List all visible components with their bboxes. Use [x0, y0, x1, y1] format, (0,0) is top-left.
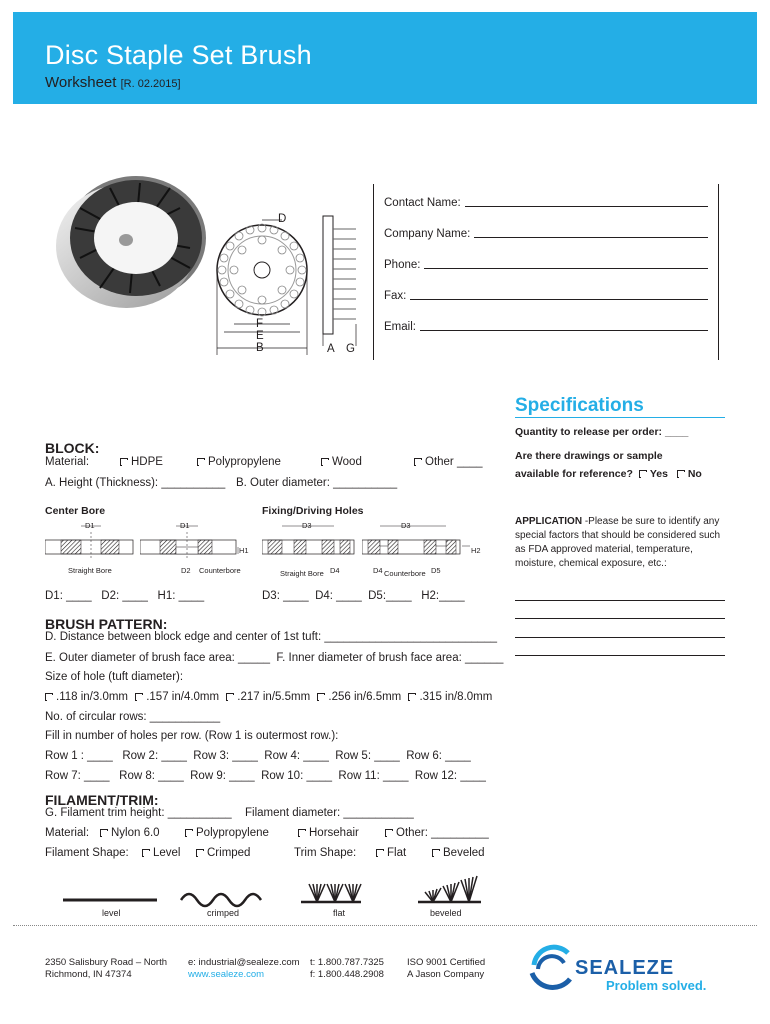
- d1-caption-b: D1: [180, 521, 190, 530]
- hole-option-1-checkbox[interactable]: [45, 693, 53, 701]
- footer-company: A Jason Company: [407, 969, 485, 980]
- hdpe-label: HDPE: [131, 456, 163, 468]
- footer-iso: ISO 9001 Certified: [407, 957, 486, 968]
- specifications-title: Specifications: [515, 395, 644, 416]
- flat-checkbox[interactable]: [376, 849, 384, 857]
- quantity-label[interactable]: Quantity to release per order: ____: [515, 426, 689, 438]
- distance-field[interactable]: D. Distance between block edge and center of 1st tuft: ___________________________: [45, 631, 498, 643]
- center-bore-fields[interactable]: D1: ____ D2: ____ H1: ____: [45, 590, 205, 602]
- email-line[interactable]: [420, 321, 708, 331]
- filament-polypropylene-label: Polypropylene: [196, 827, 269, 839]
- yes-label: Yes: [649, 468, 668, 480]
- beveled-caption: beveled: [430, 908, 462, 918]
- contact-name-field[interactable]: [384, 197, 708, 209]
- company-name-line[interactable]: [474, 228, 708, 238]
- rows-count-field[interactable]: No. of circular rows: ___________: [45, 711, 221, 723]
- beveled-shape-icon: [418, 876, 481, 902]
- nylon-label: Nylon 6.0: [111, 827, 160, 839]
- brush-illustration: [40, 168, 210, 318]
- hole-option-3-label: .217 in/5.5mm: [237, 691, 311, 703]
- contact-name-line[interactable]: [465, 197, 708, 207]
- fill-in-instructions: Fill in number of holes per row. (Row 1 is outermost row.):: [45, 730, 339, 742]
- block-material-row: [45, 456, 490, 468]
- filament-material-label: Material:: [45, 827, 90, 839]
- application-line-2[interactable]: [515, 618, 725, 619]
- crimped-label: Crimped: [207, 847, 251, 859]
- label-e: E: [256, 330, 264, 342]
- address-line-1: 2350 Salisbury Road – North: [45, 957, 167, 968]
- d5-caption: D5: [431, 566, 441, 575]
- application-block: [515, 515, 727, 571]
- drawings-question-2-text: available for reference?: [515, 468, 633, 480]
- footer-address: [45, 957, 167, 981]
- label-a: A: [327, 343, 335, 355]
- side-diagram: [318, 214, 368, 354]
- center-bore-title: Center Bore: [45, 505, 106, 517]
- email-label: Email:: [384, 321, 416, 333]
- level-checkbox[interactable]: [142, 849, 150, 857]
- block-other-label: Other ____: [425, 456, 483, 468]
- flat-caption: flat: [333, 908, 346, 918]
- contact-left-rule: [373, 184, 374, 360]
- h2-caption: H2: [471, 546, 481, 555]
- fixing-straight-caption: Straight Bore: [280, 569, 324, 578]
- email-field[interactable]: [384, 321, 708, 333]
- flat-label: Flat: [387, 847, 407, 859]
- shape-row: [45, 847, 505, 859]
- hole-option-2-label: .157 in/4.0mm: [146, 691, 220, 703]
- company-name-field[interactable]: [384, 228, 708, 240]
- phone-label: Phone:: [384, 259, 421, 271]
- company-name-label: Company Name:: [384, 228, 471, 240]
- d4-caption-a: D4: [330, 566, 340, 575]
- beveled-checkbox[interactable]: [432, 849, 440, 857]
- application-line-4[interactable]: [515, 655, 725, 656]
- hole-size-options: [45, 691, 492, 703]
- d3-caption-a: D3: [302, 521, 312, 530]
- label-b: B: [256, 342, 264, 354]
- specifications-rule: [515, 417, 725, 418]
- footer-certification: [407, 957, 485, 981]
- fax-line[interactable]: [410, 290, 708, 300]
- filament-polypropylene-checkbox[interactable]: [185, 829, 193, 837]
- block-polypropylene-checkbox[interactable]: [197, 458, 205, 466]
- page-subtitle: [45, 74, 181, 91]
- wood-checkbox[interactable]: [321, 458, 329, 466]
- fax-label: Fax:: [384, 290, 407, 302]
- sealeze-wordmark: SEALEZE: [575, 957, 675, 979]
- block-polypropylene-label: Polypropylene: [208, 456, 281, 468]
- trim-height-field[interactable]: G. Filament trim height: __________: [45, 807, 232, 819]
- d1-caption-a: D1: [85, 521, 95, 530]
- rows-line-2[interactable]: Row 7: ____ Row 8: ____ Row 9: ____ Row 10: ____ Row 11: ____ Row 12: ____: [45, 770, 486, 782]
- subtitle-text: Worksheet: [45, 74, 117, 91]
- counterbore-diagram: [140, 520, 245, 560]
- level-label: Level: [153, 847, 181, 859]
- hole-option-3-checkbox[interactable]: [226, 693, 234, 701]
- hole-option-1-label: .118 in/3.0mm: [56, 691, 129, 703]
- crimped-shape-icon: [181, 894, 261, 906]
- block-other-checkbox[interactable]: [414, 458, 422, 466]
- d4-caption-b: D4: [373, 566, 383, 575]
- fixing-holes-title: Fixing/Driving Holes: [262, 505, 364, 517]
- crimped-checkbox[interactable]: [196, 849, 204, 857]
- filament-other-checkbox[interactable]: [385, 829, 393, 837]
- flat-shape-icon: [301, 884, 361, 902]
- hole-option-2-checkbox[interactable]: [135, 693, 143, 701]
- footer-web-link[interactable]: www.sealeze.com: [188, 969, 265, 980]
- filament-title: FILAMENT/TRIM:: [45, 792, 159, 808]
- fax-field[interactable]: [384, 290, 708, 302]
- label-g: G: [346, 343, 355, 355]
- filament-shape-label: Filament Shape:: [45, 847, 129, 859]
- counterbore-caption-a: Counterbore: [199, 566, 241, 575]
- rows-line-1[interactable]: Row 1 : ____ Row 2: ____ Row 3: ____ Row 4: ____ Row 5: ____ Row 6: ____: [45, 750, 471, 762]
- block-material-label: Material:: [45, 456, 90, 468]
- fixing-counterbore-diagram: [362, 520, 474, 560]
- yes-checkbox[interactable]: [639, 470, 647, 478]
- tagline: Problem solved.: [606, 978, 707, 993]
- filament-material-row: [45, 827, 505, 839]
- label-d: D: [278, 213, 287, 225]
- filament-shape-illustrations: [63, 870, 483, 910]
- fixing-hole-fields[interactable]: D3: ____ D4: ____ D5:____ H2:____: [262, 590, 465, 602]
- d2-caption: D2: [181, 566, 191, 575]
- drawings-question-2: [515, 468, 702, 480]
- crimped-caption: crimped: [207, 908, 240, 918]
- application-line-1[interactable]: [515, 600, 725, 601]
- hole-option-4-checkbox[interactable]: [317, 693, 325, 701]
- hdpe-checkbox[interactable]: [120, 458, 128, 466]
- hole-size-label: Size of hole (tuft diameter):: [45, 671, 184, 683]
- d3-caption-b: D3: [401, 521, 411, 530]
- wood-label: Wood: [332, 456, 362, 468]
- footer-email[interactable]: e: industrial@sealeze.com: [188, 957, 300, 968]
- beveled-label: Beveled: [443, 847, 485, 859]
- address-line-2: Richmond, IN 47374: [45, 969, 132, 980]
- outer-diameter-field[interactable]: B. Outer diameter: __________: [236, 477, 398, 489]
- horsehair-label: Horsehair: [309, 827, 359, 839]
- phone-field[interactable]: [384, 259, 708, 271]
- footer-fax: f: 1.800.448.2908: [310, 969, 384, 980]
- no-checkbox[interactable]: [677, 470, 685, 478]
- hole-option-4-label: .256 in/6.5mm: [328, 691, 402, 703]
- footer-tel: t: 1.800.787.7325: [310, 957, 384, 968]
- application-text: -Please be sure to identify any special factors that should be considered such as FDA approved material, temperature, moisture, chemical exposure, etc.:: [515, 516, 721, 569]
- nylon-checkbox[interactable]: [100, 829, 108, 837]
- counterbore-caption-b: Counterbore: [384, 569, 426, 578]
- contact-name-label: Contact Name:: [384, 197, 461, 209]
- phone-line[interactable]: [424, 259, 708, 269]
- revision-text: [R. 02.2015]: [120, 78, 181, 90]
- contact-right-rule: [718, 184, 719, 360]
- straight-bore-caption: Straight Bore: [68, 566, 112, 575]
- height-field[interactable]: A. Height (Thickness): __________: [45, 477, 226, 489]
- level-caption: level: [102, 908, 121, 918]
- footer-divider: [13, 925, 757, 926]
- sealeze-logo-icon: [528, 943, 574, 993]
- page-title: Disc Staple Set Brush: [45, 40, 312, 70]
- face-diameter-fields[interactable]: E. Outer diameter of brush face area: _____ F. Inner diameter of brush face area: ______: [45, 652, 504, 664]
- label-f: F: [256, 318, 264, 330]
- hole-option-5-label: .315 in/8.0mm: [419, 691, 493, 703]
- filament-other-label: Other: _________: [396, 827, 489, 839]
- brush-pattern-title: BRUSH PATTERN:: [45, 616, 168, 632]
- footer-phone: [310, 957, 384, 981]
- application-line-3[interactable]: [515, 637, 725, 638]
- application-label: APPLICATION: [515, 516, 583, 527]
- filament-diameter-field[interactable]: Filament diameter: ___________: [245, 807, 414, 819]
- no-label: No: [687, 468, 702, 480]
- drawings-question-1: Are there drawings or sample: [515, 450, 663, 462]
- trim-shape-label: Trim Shape:: [294, 847, 357, 859]
- footer-contact: [188, 957, 300, 981]
- block-title: BLOCK:: [45, 440, 100, 456]
- h1-caption: H1: [239, 546, 249, 555]
- hole-option-5-checkbox[interactable]: [408, 693, 416, 701]
- horsehair-checkbox[interactable]: [298, 829, 306, 837]
